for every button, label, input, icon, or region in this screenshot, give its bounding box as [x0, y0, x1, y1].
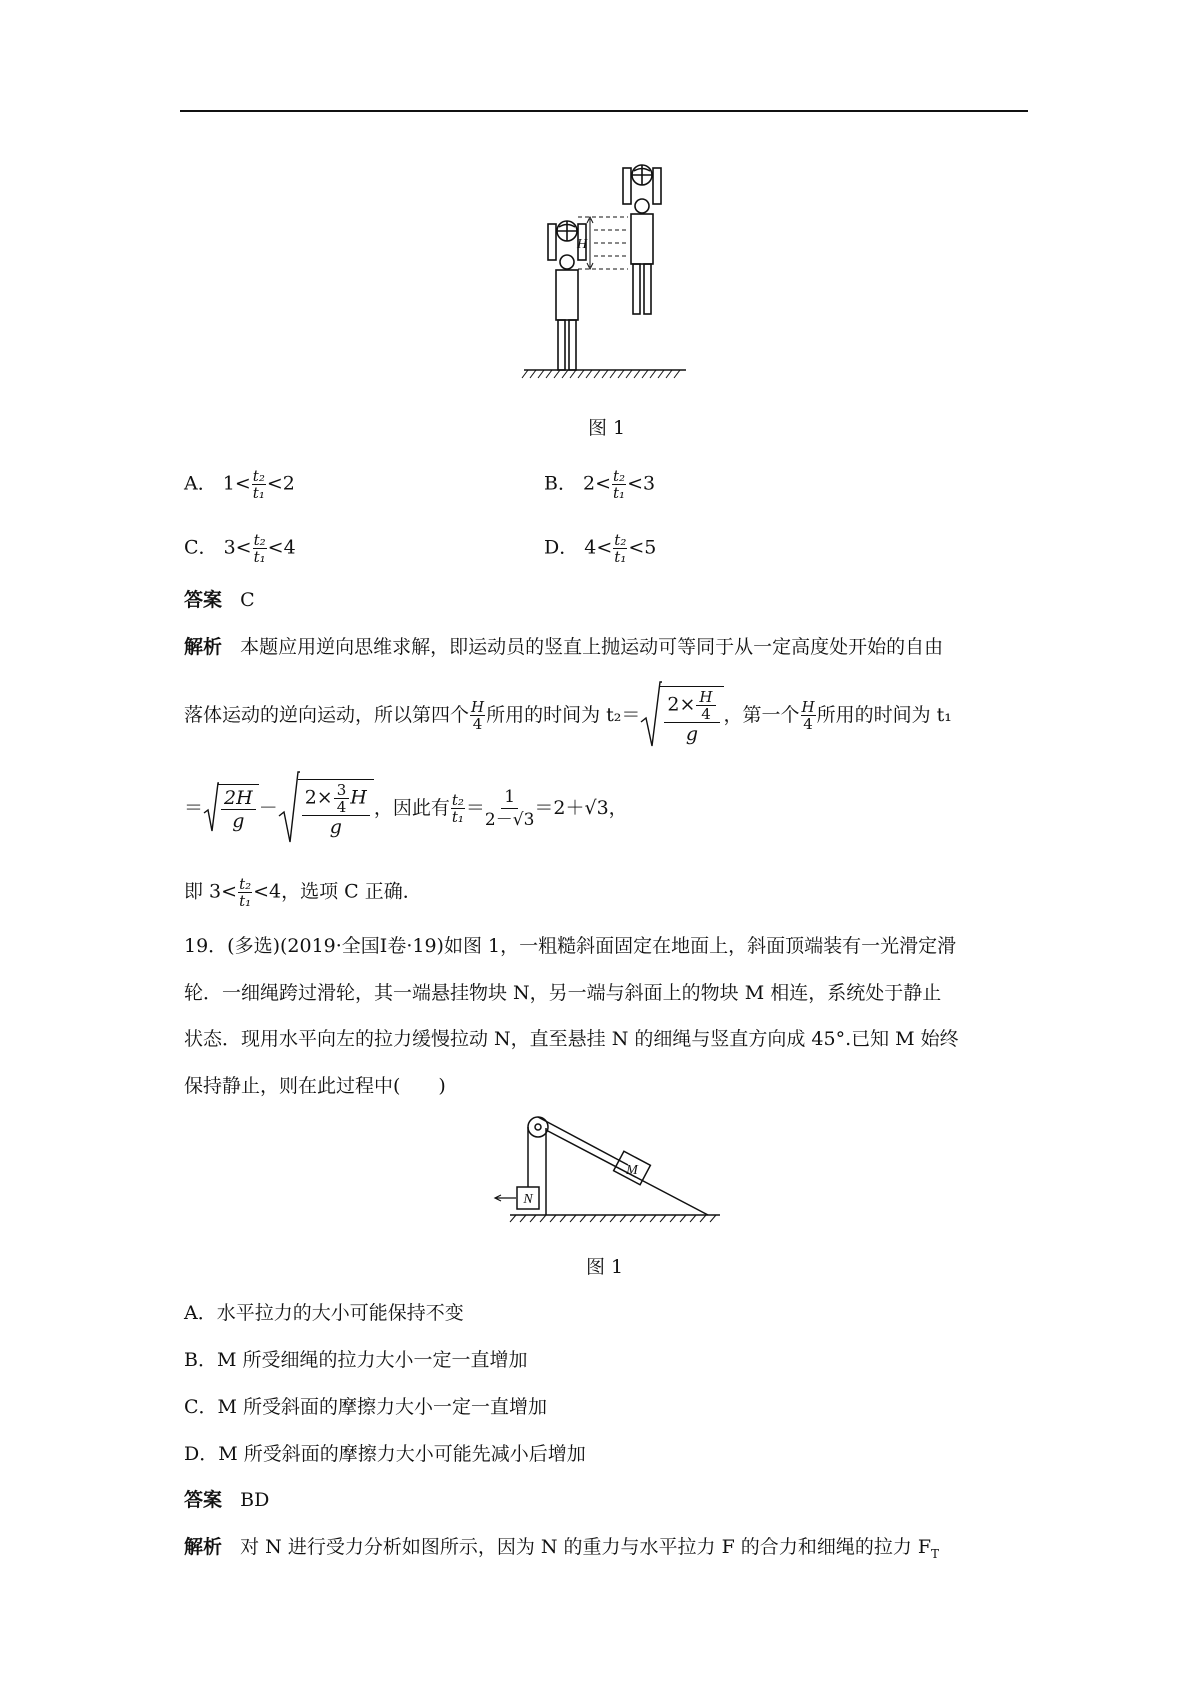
q19-analysis-line1: 解析 对 N 进行受力分析如图所示，因为 N 的重力与水平拉力 F 的合力和细绳的拉力 $F_T$ [184, 1536, 940, 1561]
q19-line1: 19．(多选)(2019·全国Ⅰ卷·19)如图 1，一粗糙斜面固定在地面上，斜面顶端装有一光滑定滑 [184, 935, 957, 957]
figure2-caption: 图 1 [586, 1256, 624, 1278]
q18-analysis-line2: 落体运动的逆向运动，所以第四个 $\frac{H}{4}$ 所用的时间为 t₂＝ 2× $\frac{H}{4}$ g ，第一个 $\frac{H}{4}$ 所用的时间为 t₁ [184, 680, 952, 750]
figure-basketball-jump [520, 160, 690, 385]
q19-line2: 轮．一细绳跨过滑轮，其一端悬挂物块 N，另一端与斜面上的物块 M 相连，系统处于静止 [184, 982, 942, 1004]
q19-option-c: C．M 所受斜面的摩擦力大小一定一直增加 [184, 1396, 548, 1418]
q19-option-b: B．M 所受细绳的拉力大小一定一直增加 [184, 1349, 528, 1371]
q19-line4: 保持静止，则在此过程中( ) [184, 1075, 446, 1097]
q18-option-c: C． 3< $\frac{\text{t₂}}{\text{t₁}}$ <4 [184, 531, 296, 566]
label-H: H [576, 237, 588, 252]
q19-answer: 答案 BD [184, 1489, 270, 1511]
q18-option-b: B． 2< $\frac{\text{t₂}}{\text{t₁}}$ <3 [544, 467, 656, 502]
q19-option-a: A．水平拉力的大小可能保持不变 [184, 1302, 464, 1324]
figure1-caption: 图 1 [588, 417, 626, 439]
sqrt-sign [640, 680, 662, 750]
sqrt-sign [203, 781, 219, 835]
q18-answer: 答案 C [184, 589, 255, 611]
label-M: M [626, 1163, 638, 1178]
q18-option-a: A． 1< $\frac{\text{t₂}}{\text{t₁}}$ <2 [184, 467, 295, 502]
label-N: N [523, 1192, 533, 1207]
q19-line3: 状态．现用水平向左的拉力缓慢拉动 N，直至悬挂 N 的细绳与竖直方向成 45°.已知 M 始终 [184, 1028, 959, 1050]
header-rule [180, 110, 1028, 112]
q18-analysis-line3: ＝ $\frac{2H}{g}$ － 2× $\frac{3}{4}$ H g ，因此有 $\frac{\text{t₂}}{\text{t₁}}$ ＝ $\frac{1}{2-√3}$ ＝2＋√3， [184, 770, 628, 846]
q19-option-d: D．M 所受斜面的摩擦力大小可能先减小后增加 [184, 1443, 586, 1465]
q18-analysis-line4: 即 3< $\frac{\text{t₂}}{\text{t₁}}$ <4，选项 C 正确． [184, 875, 422, 910]
q18-analysis-line1: 解析 本题应用逆向思维求解，即运动员的竖直上抛运动可等同于从一定高度处开始的自由 [184, 636, 944, 658]
q18-option-d: D． 4< $\frac{\text{t₂}}{\text{t₁}}$ <5 [544, 531, 657, 566]
figure-incline-pulley [480, 1110, 720, 1230]
sqrt-sign [278, 770, 300, 846]
